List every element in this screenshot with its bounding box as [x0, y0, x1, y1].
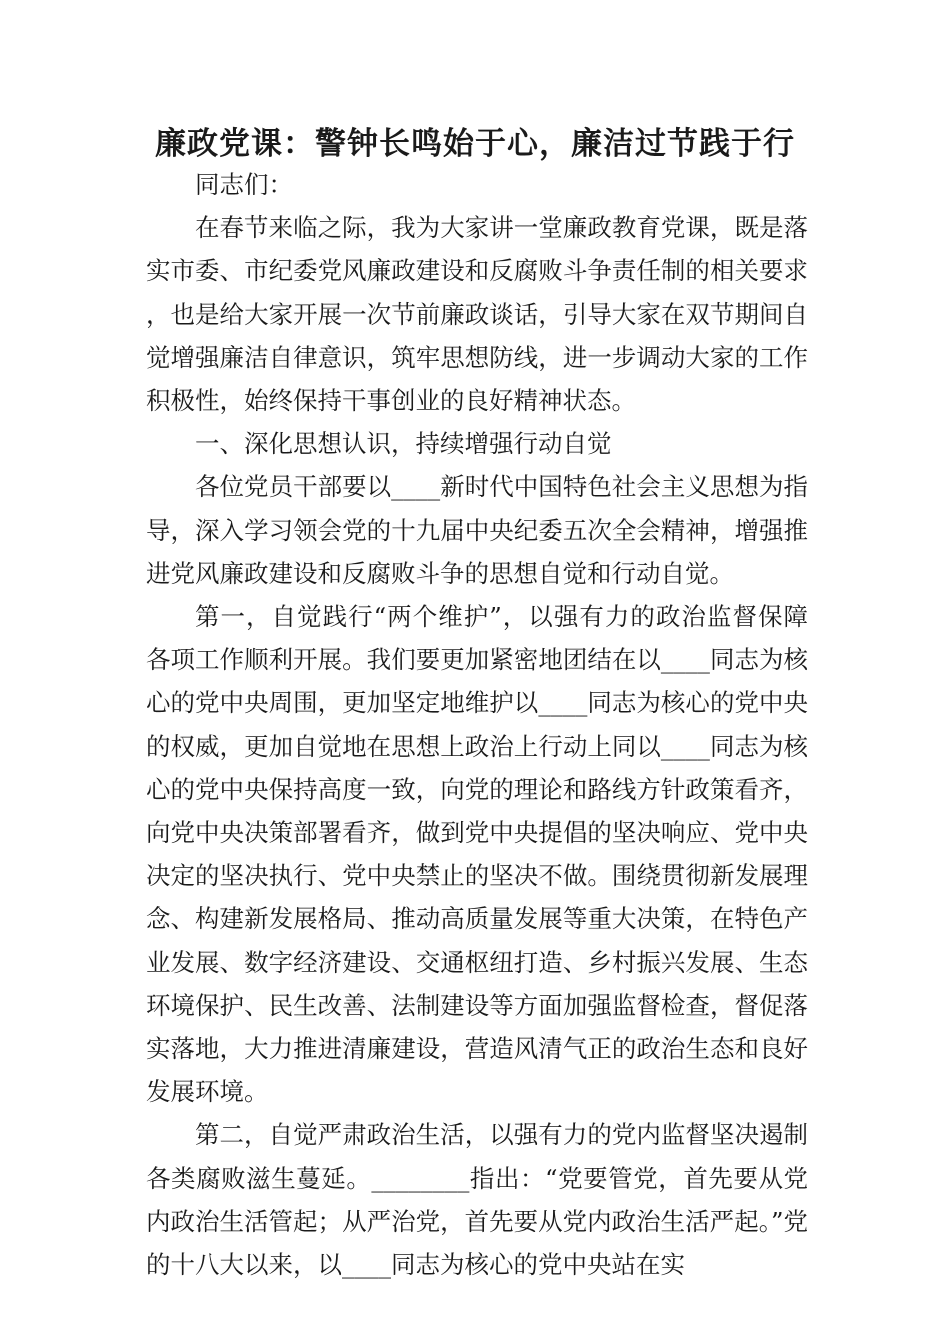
document-title: 廉政党课：警钟长鸣始于心，廉洁过节践于行: [155, 126, 795, 162]
body-paragraph: 第一，自觉践行“两个维护”，以强有力的政治监督保障各项工作顺利开展。我们要更加紧密地团结在以____同志为核心的党中央周围，更加坚定地维护以____同志为核心的党中央的权威，更加自觉地在思想上政治上行动上同以____同志为核心的党中央保持高度一致，向党的理论和路线方针政策看齐，向党中央决策部署看齐，做到党中央提倡的坚决响应、党中央决定的坚决执行、党中央禁止的坚决不做。围绕贯彻新发展理念、构建新发展格局、推动高质量发展等重大决策，在特色产业发展、数字经济建设、交通枢纽打造、乡村振兴发展、生态环境保护、民生改善、法制建设等方面加强监督检查，督促落实落地，大力推进清廉建设，营造风清气正的政治生态和良好发展环境。: [146, 602, 808, 1107]
intro-paragraph: 在春节来临之际，我为大家讲一堂廉政教育党课，既是落实市委、市纪委党风廉政建设和反腐败斗争责任制的相关要求，也是给大家开展一次节前廉政谈话，引导大家在双节期间自觉增强廉洁自律意识，筑牢思想防线，进一步调动大家的工作积极性，始终保持干事创业的良好精神状态。: [146, 213, 808, 416]
body-paragraph: 各位党员干部要以____新时代中国特色社会主义思想为指导，深入学习领会党的十九届中央纪委五次全会精神，增强推进党风廉政建设和反腐败斗争的思想自觉和行动自觉。: [146, 472, 808, 588]
section-heading: 一、深化思想认识，持续增强行动自觉: [195, 429, 612, 459]
body-paragraph: 第二，自觉严肃政治生活，以强有力的党内监督坚决遏制各类腐败滋生蔓延。________指出：“党要管党，首先要从党内政治生活管起；从严治党，首先要从党内政治生活严起。”党的十八大以来，以____同志为核心的党中央站在实: [146, 1120, 808, 1280]
document-body: [146, 163, 808, 1286]
salutation-paragraph: 同志们：: [195, 170, 293, 199]
